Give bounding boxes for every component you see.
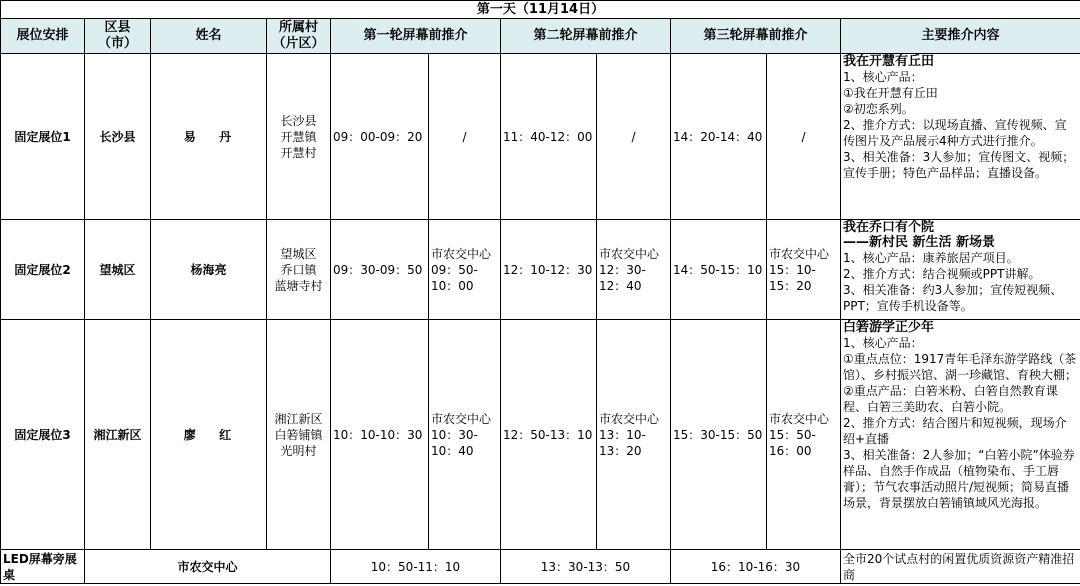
content-cell xyxy=(841,54,1080,220)
header-booth: 展位安排 xyxy=(1,19,85,54)
table-row xyxy=(1,220,1080,320)
content-line: 1、核心产品： xyxy=(843,70,923,84)
header-county: 区县 （市） xyxy=(85,19,151,54)
content-cell xyxy=(841,320,1080,550)
content-line: 1、核心产品：康养旅居产项目。 xyxy=(843,251,1019,265)
county-cell: 湘江新区 xyxy=(85,320,151,550)
round3-location-cell: / xyxy=(767,54,841,220)
round2-location-cell: / xyxy=(597,54,671,220)
county-cell: 望城区 xyxy=(85,220,151,320)
name-cell: 杨海亮 xyxy=(151,220,267,320)
round1-time-cell: 09：00-09：20 xyxy=(331,54,429,220)
round1-time-cell: 10：10-10：30 xyxy=(331,320,429,550)
content-title: 我在乔口有个院 xyxy=(843,220,935,235)
content-line: 2、推介方式：以现场直播、宣传视频、宣传图片及产品展示4种方式进行推介。 xyxy=(843,118,1067,148)
content-line: 2、推介方式：结合图片和短视频，现场介绍+直播 xyxy=(843,416,1067,446)
led-name-cell: 市农交中心 xyxy=(85,550,331,584)
round3-time-cell: 14：20-14：40 xyxy=(671,54,767,220)
name-cell: 易 丹 xyxy=(151,54,267,220)
header-round1: 第一轮屏幕前推介 xyxy=(331,19,501,54)
round1-location-cell: 市农交中心 10：30- 10：40 xyxy=(429,320,501,550)
content-title: 白箬游学正少年 xyxy=(843,320,935,335)
content-cell xyxy=(841,220,1080,320)
led-row xyxy=(1,550,1080,584)
village-cell: 望城区 乔口镇 蓝塘寺村 xyxy=(267,220,331,320)
round2-time-cell: 12：10-12：30 xyxy=(501,220,597,320)
table-row xyxy=(1,320,1080,550)
booth-cell: 固定展位1 xyxy=(1,54,85,220)
led-content-cell: 全市20个试点村的闲置优质资源资产精准招商 xyxy=(841,550,1080,584)
header-round3: 第三轮屏幕前推介 xyxy=(671,19,841,54)
content-line: 2、推介方式：结合视频或PPT讲解。 xyxy=(843,267,1041,281)
content-subtitle: ——新村民 新生活 新场景 xyxy=(843,235,996,250)
header-name: 姓名 xyxy=(151,19,267,54)
round2-location-cell: 市农交中心 12：30- 12：40 xyxy=(597,220,671,320)
round1-location-cell: 市农交中心 09：50- 10：00 xyxy=(429,220,501,320)
county-cell: 长沙县 xyxy=(85,54,151,220)
round1-time-cell: 09：30-09：50 xyxy=(331,220,429,320)
led-booth-cell: LED屏幕旁展桌 xyxy=(1,550,85,584)
content-line: 3、相关准备：3人参加；宣传图文、视频；宣传手册；特色产品样品；直播设备。 xyxy=(843,150,1075,180)
header-village: 所属村 （片区） xyxy=(267,19,331,54)
round2-time-cell: 12：50-13：10 xyxy=(501,320,597,550)
booth-cell: 固定展位2 xyxy=(1,220,85,320)
round3-location-cell: 市农交中心 15：50- 16：00 xyxy=(767,320,841,550)
round3-time-cell: 15：30-15：50 xyxy=(671,320,767,550)
content-line: 1、核心产品： xyxy=(843,336,923,350)
content-line: ②初恋系列。 xyxy=(843,102,914,116)
village-cell: 湘江新区 白箬铺镇 光明村 xyxy=(267,320,331,550)
header-round2: 第二轮屏幕前推介 xyxy=(501,19,671,54)
name-cell: 廖 红 xyxy=(151,320,267,550)
content-title: 我在开慧有丘田 xyxy=(843,54,935,69)
content-line: 3、相关准备：2人参加；“白箬小院”体验券样品、自然手作成品（植物染布、手工唇膏）；节气农事活动照片/短视频；简易直播场景，背景摆放白箬铺镇域风光海报。 xyxy=(843,448,1075,510)
booth-cell: 固定展位3 xyxy=(1,320,85,550)
content-line: 3、相关准备：约3人参加；宣传短视频、PPT；宣传手机设备等。 xyxy=(843,283,1063,313)
round2-time-cell: 11：40-12：00 xyxy=(501,54,597,220)
table-title: 第一天（11月14日） xyxy=(1,1,1080,19)
content-line: ①我在开慧有丘田 xyxy=(843,86,938,100)
round3-time-cell: 14：50-15：10 xyxy=(671,220,767,320)
round3-location-cell: 市农交中心 15：10- 15：20 xyxy=(767,220,841,320)
village-cell: 长沙县 开慧镇 开慧村 xyxy=(267,54,331,220)
led-round1-cell: 10：50-11：10 xyxy=(331,550,501,584)
content-line: ①重点点位：1917青年毛泽东游学路线（茶馆）、乡村振兴馆、湖一珍藏馆、育秧大棚； xyxy=(843,352,1078,382)
content-line: ②重点产品：白箬米粉、白箬自然教育课程、白箬三美助农、白箬小院。 xyxy=(843,384,1058,414)
round1-location-cell: / xyxy=(429,54,501,220)
led-round3-cell: 16：10-16：30 xyxy=(671,550,841,584)
round2-location-cell: 市农交中心 13：10- 13：20 xyxy=(597,320,671,550)
header-row xyxy=(1,19,1080,54)
led-round2-cell: 13：30-13：50 xyxy=(501,550,671,584)
table-row xyxy=(1,54,1080,220)
header-content: 主要推介内容 xyxy=(841,19,1080,54)
